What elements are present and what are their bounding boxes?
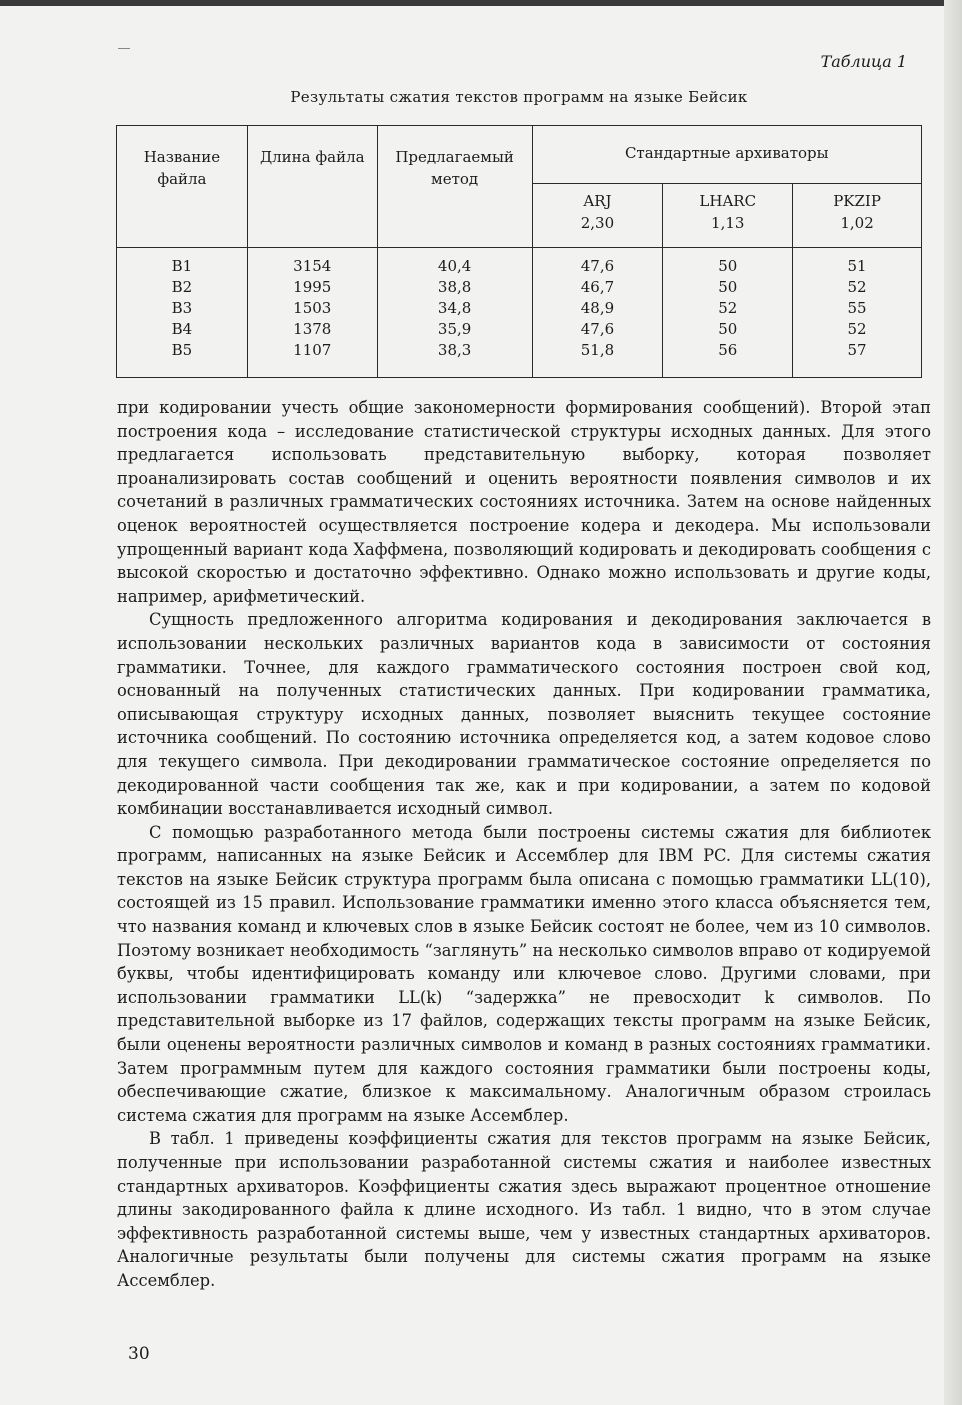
cell-length: 1378	[293, 320, 332, 338]
header-lharc-version: 1,13	[711, 214, 745, 232]
paragraph-systems: С помощью разработанного метода были построены системы сжатия для библиотек программ, написанных на языке Бейсик и Ассемблер для IBM PC. Для системы сжатия текстов на языке Бейсик структура программ была описана с помощью грамматики LL(10), состоящей из 15 правил. Использование грамматики именно этого класса объясняется тем, что названия команд и ключевых слов в языке Бейсик состоят не более, чем из 10 символов. Поэтому возникает необходимость “заглянуть” на несколько символов вправо от кодируемой буквы, чтобы идентифицировать команду или ключевое слово. Другими словами, при использовании грамматики LL(k) “задержка” не превосходит k символов. По представительной выборке из 17 файлов, содержащих тексты программ на языке Бейсик, были оценены вероятности различных символов и команд в разных состояниях грамматики. Затем программным путем для каждого состояния грамматики были построены коды, обеспечивающие сжатие, близкое к максимальному. Аналогичным образом строилась система сжатия для программ на языке Ассемблер.	[117, 822, 931, 1125]
cell-file: B3	[171, 299, 193, 317]
results-table	[116, 125, 922, 378]
cell-method: 38,8	[437, 278, 472, 296]
cell-method: 40,4	[437, 257, 472, 275]
column-pkzip	[793, 248, 922, 378]
header-lharc	[663, 184, 793, 248]
cell-method: 34,8	[437, 299, 472, 317]
table-label: Таблица 1	[820, 52, 907, 71]
cell-pkzip: 57	[847, 341, 867, 359]
scan-top-border	[0, 0, 962, 6]
column-lharc	[663, 248, 793, 378]
table-body-row	[117, 248, 922, 378]
cell-file: B2	[171, 278, 193, 296]
cell-file: B5	[171, 341, 193, 359]
cell-pkzip: 52	[847, 320, 867, 338]
paragraph-continuation: при кодировании учесть общие закономерности формирования сообщений). Второй этап построения кода – исследование статистической структуры исходных данных. Для этого предлагается использовать представительную выборку, которая позволяет проанализировать состав сообщений и оценить вероятности появления символов и их сочетаний в различных грамматических состояниях источника. Затем на основе найденных оценок вероятностей осуществляется построение кодера и декодера. Мы использовали упрощенный вариант кода Хаффмена, позволяющий кодировать и декодировать сообщения с высокой скоростью и достаточно эффективно. Однако можно использовать и другие коды, например, арифметический.	[117, 398, 931, 606]
cell-lharc: 52	[718, 299, 738, 317]
cell-length: 1503	[293, 299, 332, 317]
header-arj	[532, 184, 663, 248]
cell-pkzip: 55	[847, 299, 867, 317]
cell-arj: 48,9	[580, 299, 615, 317]
cell-method: 38,3	[437, 341, 472, 359]
cell-length: 1995	[293, 278, 332, 296]
table-caption: Результаты сжатия текстов программ на языке Бейсик	[290, 88, 748, 106]
cell-file: B4	[171, 320, 193, 338]
cell-arj: 47,6	[580, 320, 615, 338]
cell-arj: 51,8	[580, 341, 615, 359]
page-number: 30	[128, 1344, 150, 1364]
column-arj	[532, 248, 663, 378]
cell-arj: 46,7	[580, 278, 615, 296]
cell-lharc: 50	[718, 278, 738, 296]
cell-arj: 47,6	[580, 257, 615, 275]
column-length	[247, 248, 377, 378]
column-file	[117, 248, 248, 378]
cell-length: 3154	[293, 257, 332, 275]
cell-lharc: 50	[718, 320, 738, 338]
scan-mark	[118, 48, 130, 49]
header-pkzip-version: 1,02	[840, 214, 874, 232]
cell-pkzip: 51	[847, 257, 867, 275]
paragraph-results: В табл. 1 приведены коэффициенты сжатия для текстов программ на языке Бейсик, полученные при использовании разработанной системы сжатия и наиболее известных стандартных архиваторов. Коэффициенты сжатия здесь выражают процентное отношение длины закодированного файла к длине исходного. Из табл. 1 видно, что в этом случае эффективность разработанной системы выше, чем у известных стандартных архиваторов. Аналогичные результаты были получены для системы сжатия программ на языке Ассемблер.	[117, 1129, 931, 1290]
header-lharc-name: LHARC	[699, 192, 757, 210]
column-method	[377, 248, 532, 378]
header-method: Предлагаемый метод	[377, 126, 532, 248]
cell-lharc: 56	[718, 341, 738, 359]
cell-method: 35,9	[437, 320, 472, 338]
header-arj-name: ARJ	[583, 192, 612, 210]
header-arj-version: 2,30	[580, 214, 615, 232]
cell-length: 1107	[293, 341, 332, 359]
header-length: Длина файла	[247, 126, 377, 248]
cell-file: B1	[171, 257, 193, 275]
header-filename: Название файла	[117, 126, 248, 248]
header-archivers: Стандартные архиваторы	[532, 126, 921, 184]
cell-pkzip: 52	[847, 278, 867, 296]
body-text	[117, 396, 931, 1293]
header-pkzip-name: PKZIP	[833, 192, 881, 210]
cell-lharc: 50	[718, 257, 738, 275]
paragraph-algorithm: Сущность предложенного алгоритма кодирования и декодирования заключается в использовании нескольких различных вариантов кода в зависимости от состояния грамматики. Точнее, для каждого грамматического состояния построен свой код, основанный на полученных статистических данных. При кодировании грамматика, описывающая структуру исходных данных, позволяет выяснить текущее состояние источника сообщений. По состоянию источника определяется код, а затем кодовое слово для текущего символа. При декодировании грамматическое состояние определяется по декодированной части сообщения так же, как и при кодировании, а затем по кодовой комбинации восстанавливается исходный символ.	[117, 610, 931, 819]
scan-right-edge	[944, 0, 962, 1405]
header-pkzip	[793, 184, 922, 248]
